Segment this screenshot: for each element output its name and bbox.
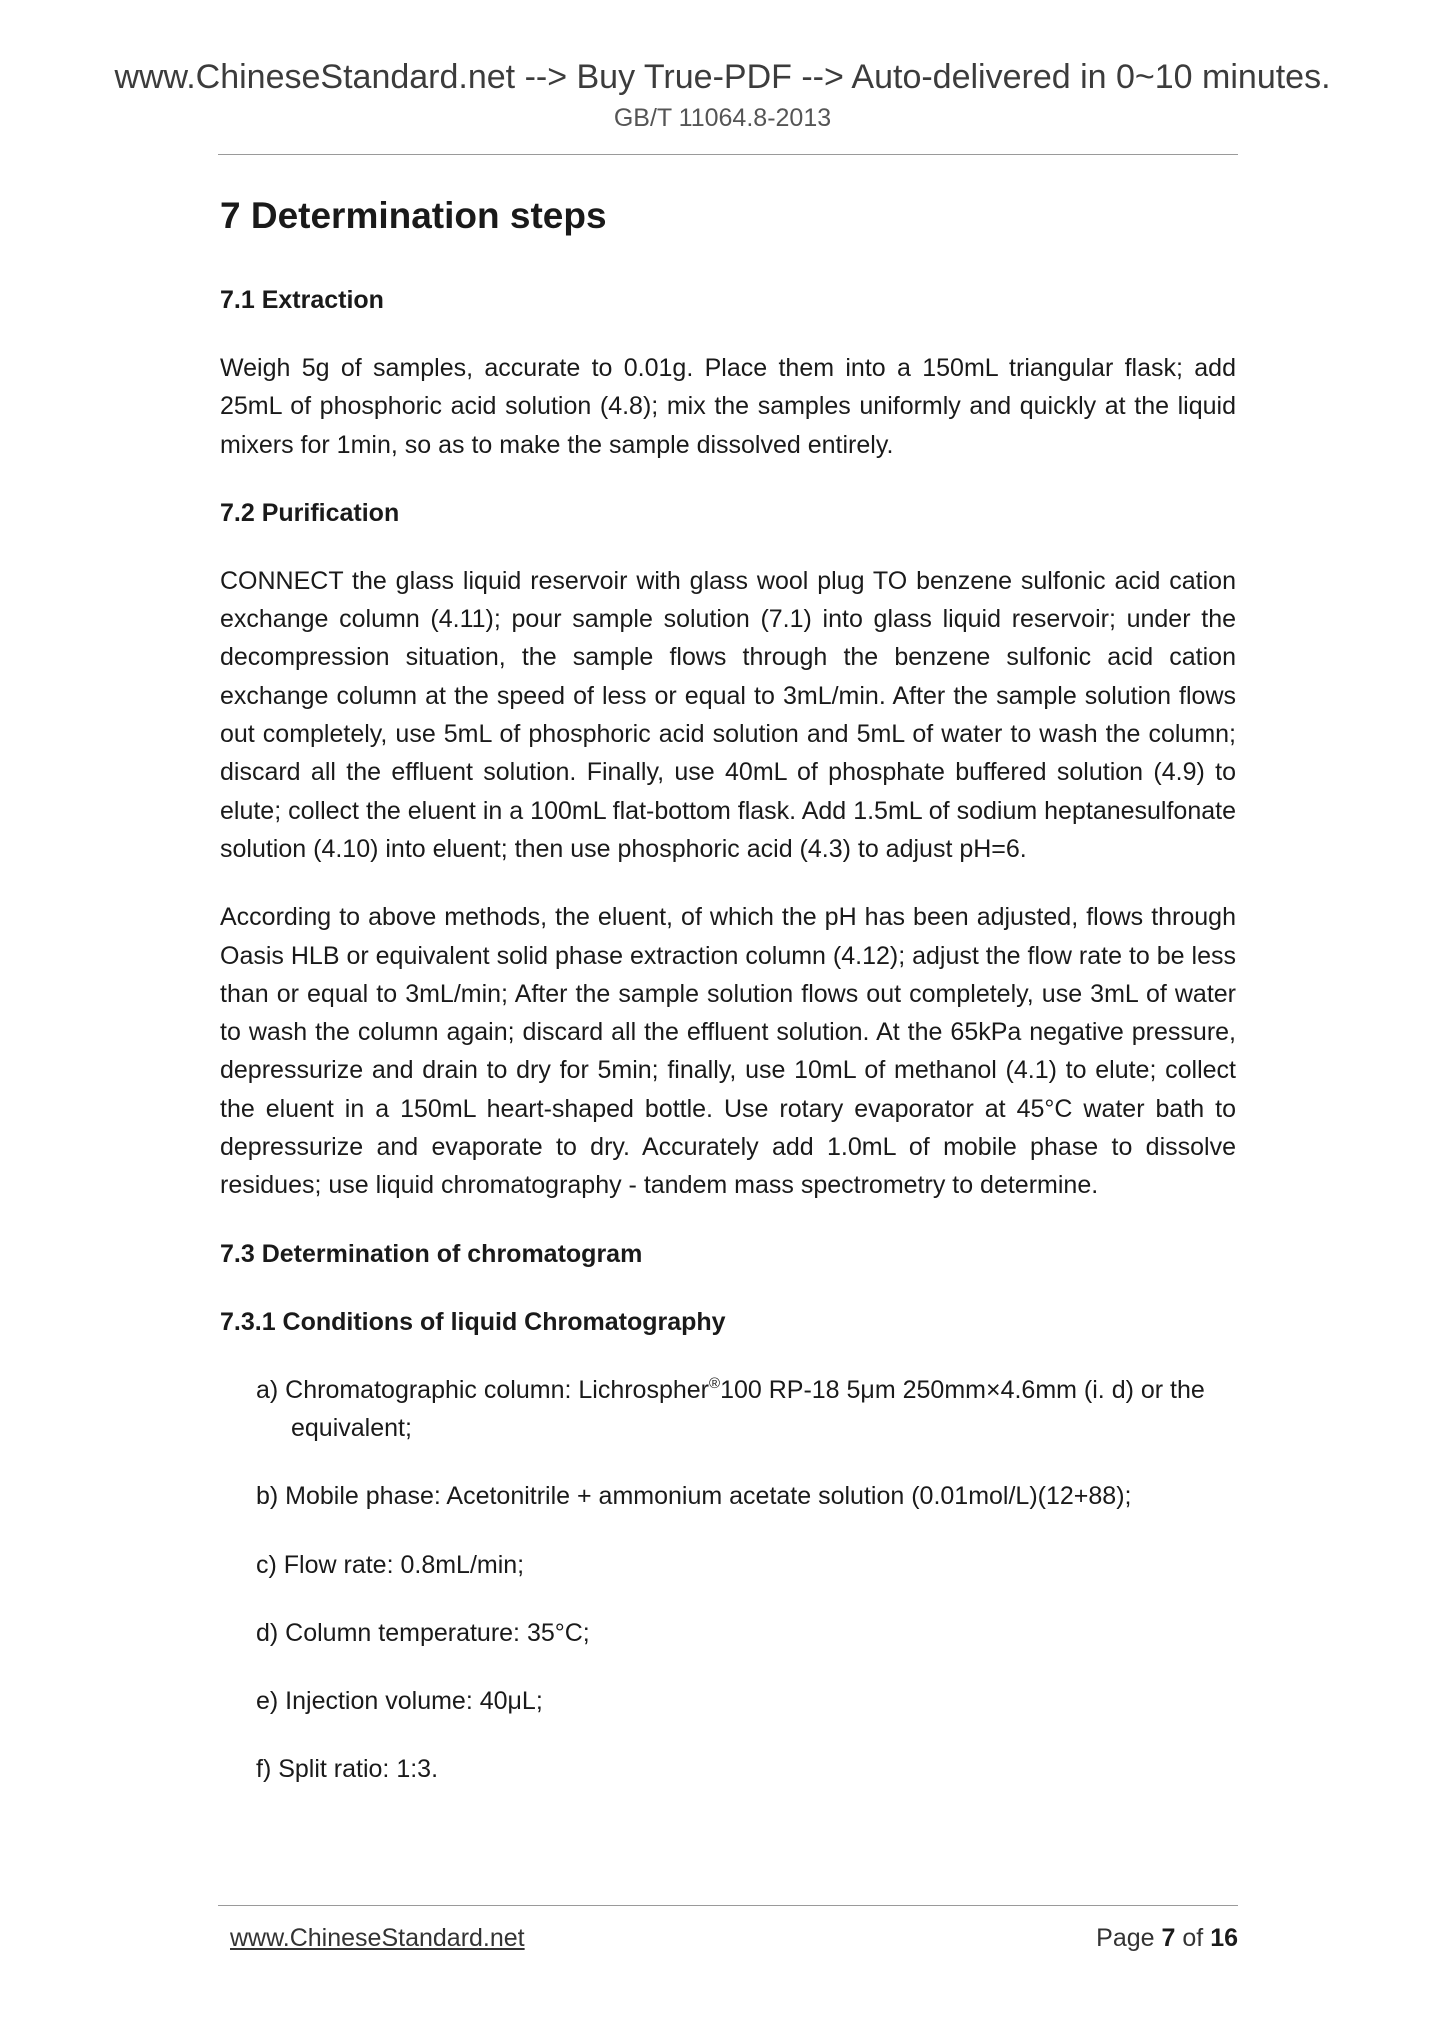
- header-banner: www.ChineseStandard.net --> Buy True-PDF --> Auto-delivered in 0~10 minutes.: [114, 58, 1331, 96]
- page-of: of: [1182, 1924, 1204, 1952]
- page-number: [1096, 1920, 1238, 1956]
- subsection-title-7-2: 7.2 Purification: [220, 498, 400, 527]
- list-item-column-temperature-text: d) Column temperature: 35°C;: [256, 1618, 590, 1647]
- list-item-flow-rate: [220, 1546, 1236, 1584]
- subsection-title-7-3: 7.3 Determination of chromatogram: [220, 1239, 643, 1268]
- section-title: 7 Determination steps: [220, 195, 607, 236]
- page-label: Page: [1096, 1924, 1155, 1952]
- list-item-split-ratio-text: f) Split ratio: 1:3.: [256, 1755, 439, 1784]
- page-total: 16: [1210, 1924, 1238, 1952]
- subsection-title-7-1: 7.1 Extraction: [220, 286, 384, 314]
- list-item-column-text-rest: 100 RP-18 5μm 250mm×4.6mm (i. d) or the equivalent;: [291, 1375, 1205, 1442]
- list-item-split-ratio: [220, 1750, 1236, 1788]
- list-item-column-temperature: [220, 1614, 1236, 1652]
- list-item-flow-rate-text: c) Flow rate: 0.8mL/min;: [256, 1550, 525, 1579]
- paragraph-purification-1: CONNECT the glass liquid reservoir with glass wool plug TO benzene sulfonic acid cation exchange column (4.11); pour sample solution (7.1) into glass liquid reservoir; under the decompression situation, the sample flows through the benzene sulfonic acid cation exchange column at the speed of less or equal to 3mL/min. After the sample solution flows out completely, use 5mL of phosphoric acid solution and 5mL of water to wash the column; discard all the effluent solution. Finally, use 40mL of phosphate buffered solution (4.9) to elute; collect the eluent in a 100mL flat-bottom flask. Add 1.5mL of sodium heptanesulfonate solution (4.10) into eluent; then use phosphoric acid (4.3) to adjust pH=6.: [220, 566, 1236, 863]
- list-item-injection-volume: [220, 1682, 1236, 1720]
- list-item-column-text: a) Chromatographic column: Lichrospher: [256, 1375, 709, 1404]
- registered-mark: ®: [709, 1374, 721, 1392]
- header-divider: [218, 154, 1238, 155]
- footer-divider: [218, 1905, 1238, 1906]
- list-item-column: [220, 1371, 1236, 1448]
- paragraph-purification-2: According to above methods, the eluent, of which the pH has been adjusted, flows through Oasis HLB or equivalent solid phase extraction column (4.12); adjust the flow rate to be less than or equal to 3mL/min; After the sample solution flows out completely, use 3mL of water to wash the column again; discard all the effluent solution. At the 65kPa negative pressure, depressurize and drain to dry for 5min; finally, use 10mL of methanol (4.1) to elute; collect the eluent in a 150mL heart-shaped bottle. Use rotary evaporator at 45°C water bath to depressurize and evaporate to dry. Accurately add 1.0mL of mobile phase to dissolve residues; use liquid chromatography - tandem mass spectrometry to determine.: [220, 903, 1236, 1200]
- footer-website-link[interactable]: www.ChineseStandard.net: [230, 1924, 525, 1952]
- page-content: [220, 188, 1236, 1789]
- subsection-title-7-3-1: 7.3.1 Conditions of liquid Chromatography: [220, 1307, 726, 1336]
- paragraph-extraction: Weigh 5g of samples, accurate to 0.01g. Place them into a 150mL triangular flask; add 25mL of phosphoric acid solution (4.8); mix the samples uniformly and quickly at the liquid mixers for 1min, so as to make the sample dissolved entirely.: [220, 354, 1236, 459]
- page-current: 7: [1161, 1924, 1176, 1952]
- list-item-mobile-phase-text: b) Mobile phase: Acetonitrile + ammonium acetate solution (0.01mol/L)(12+88);: [256, 1482, 1132, 1511]
- list-item-injection-volume-text: e) Injection volume: 40μL;: [256, 1687, 543, 1716]
- list-item-mobile-phase: [220, 1477, 1236, 1515]
- standard-number: GB/T 11064.8-2013: [613, 104, 832, 132]
